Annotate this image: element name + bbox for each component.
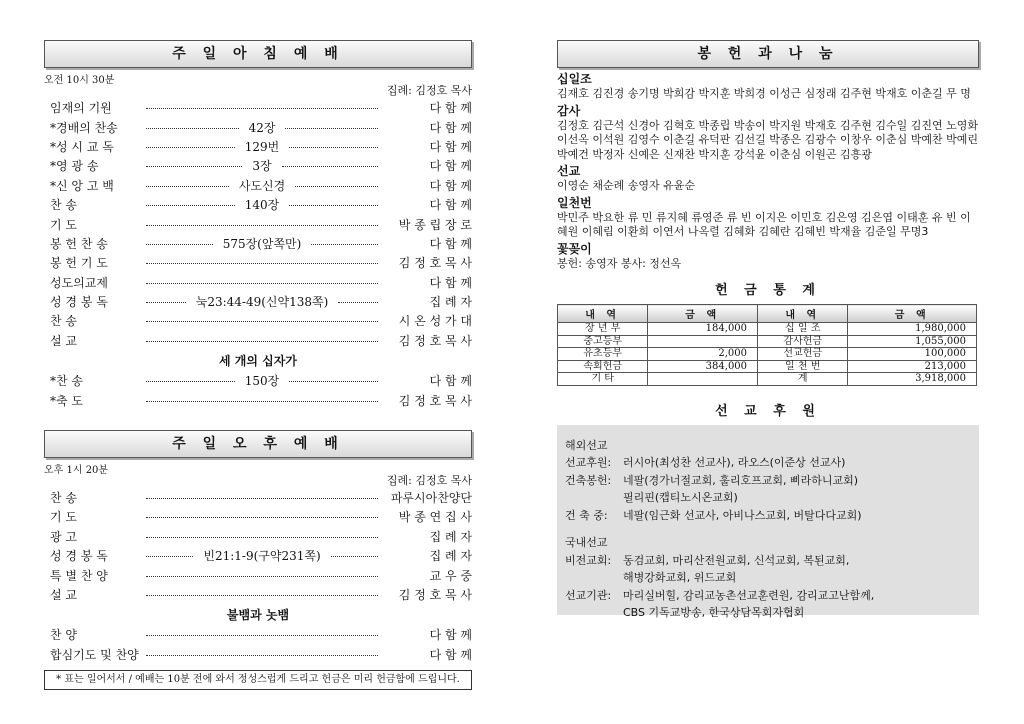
- totals-amount-cell: 100,000: [848, 348, 977, 361]
- order-row: [44, 273, 472, 292]
- overseas-mission-title: 해외선교: [565, 438, 608, 452]
- totals-category-cell: 기 타: [558, 373, 648, 386]
- dot-leader: [146, 166, 242, 167]
- order-leader: 다 함 께: [429, 159, 473, 174]
- mission-recipients: 네팔(임근화 선교사, 아비나스교회, 버탈다다교회): [623, 508, 862, 522]
- dot-leader: [146, 263, 378, 264]
- order-leader: 김 정 호 목 사: [398, 393, 472, 408]
- totals-header-cell: 내 역: [758, 305, 848, 323]
- offering-group-names: 이영순 채순례 송영자 유윤순: [557, 179, 696, 192]
- mission-recipients: 동검교회, 마리산전원교회, 신석교회, 복된교회,: [623, 553, 850, 567]
- totals-category-cell: 선교헌금: [758, 348, 848, 361]
- dot-leader: [146, 244, 213, 245]
- order-label: 성도의교제: [50, 275, 108, 290]
- offering-group-title: 선교: [557, 164, 581, 178]
- mission-row: [565, 569, 971, 587]
- offering-group-title: 일천번: [557, 195, 592, 210]
- order-leader: 다 함 께: [429, 178, 472, 193]
- order-detail: 사도신경: [233, 177, 291, 194]
- dot-leader: [146, 401, 378, 402]
- morning-presider: 집례: 김정호 목사: [386, 84, 472, 97]
- totals-amount-cell: [648, 335, 758, 348]
- mission-row: [565, 454, 971, 472]
- order-label: 설 교: [50, 588, 77, 602]
- morning-time: 오전 10시 30분: [44, 75, 115, 86]
- dot-leader: [282, 166, 378, 167]
- order-leader: 다 함 께: [429, 120, 472, 135]
- totals-header-row: [558, 305, 977, 323]
- order-row: [44, 176, 472, 195]
- dot-leader: [146, 595, 378, 596]
- mission-category: 비전교회:: [565, 553, 612, 567]
- order-leader: 집 례 자: [429, 549, 472, 564]
- mission-category: [565, 489, 623, 507]
- order-leader: 다 함 께: [429, 275, 472, 290]
- order-label: 찬 송: [50, 491, 77, 506]
- mission-row: [565, 489, 971, 507]
- order-label: 기 도: [50, 510, 77, 525]
- order-label: *경배의 찬송: [50, 120, 118, 135]
- order-leader: 다 함 께: [429, 198, 472, 213]
- table-row: [558, 323, 977, 336]
- mission-recipients: 해병강화교회, 위드교회: [623, 571, 737, 584]
- order-label: *신 앙 고 백: [50, 178, 114, 193]
- order-detail: 150장: [239, 372, 286, 389]
- afternoon-closing-list: [44, 625, 472, 664]
- dot-leader: [289, 381, 378, 382]
- domestic-mission-title: 국내선교: [565, 536, 608, 549]
- order-label: 찬 양: [50, 628, 77, 643]
- mission-recipients: CBS 기독교방송, 한국상담목회자협회: [623, 606, 805, 619]
- worship-note: * 표는 일어서서 / 예배는 10분 전에 와서 정성스럽게 드리고 헌금은 미리 헌금함에 드립니다.: [44, 670, 472, 690]
- dot-leader: [146, 147, 235, 148]
- totals-amount-cell: 384,000: [648, 360, 758, 373]
- order-row: [44, 645, 472, 664]
- order-row: [44, 625, 472, 644]
- order-label: 특 별 찬 양: [50, 568, 108, 583]
- order-row: [44, 565, 472, 584]
- mission-recipients: 마리실버힐, 감리교농촌선교훈련원, 감리교고난함께,: [623, 588, 875, 602]
- morning-order-list: [44, 98, 472, 350]
- order-label: *축 도: [50, 393, 83, 408]
- order-leader: 교 우 중: [429, 568, 472, 583]
- mission-row: [565, 587, 971, 605]
- totals-amount-cell: 184,000: [648, 323, 758, 336]
- order-row: [44, 546, 472, 565]
- offering-group-names: 박민주 박요한 류 민 류지혜 류영준 류 빈 이지은 이민호 김은영 김은엽 이태훈 유 빈 이혜원 이혜림 이환희 이연서 나옥렬 김혜화 김혜란 김혜빈 박재율 김준일 무명3: [557, 210, 971, 238]
- order-leader: 김 정 호 목 사: [398, 256, 472, 271]
- order-label: *찬 송: [50, 374, 83, 389]
- order-label: *성 시 교 독: [50, 139, 114, 154]
- order-row: [44, 311, 472, 330]
- order-row: [44, 331, 472, 350]
- dot-leader: [146, 108, 378, 109]
- order-row: [44, 390, 472, 409]
- morning-closing-list: [44, 371, 472, 410]
- totals-amount-cell: 213,000: [848, 360, 977, 373]
- dot-leader: [295, 186, 378, 187]
- dot-leader: [146, 635, 378, 636]
- totals-category-cell: 감사헌금: [758, 335, 848, 348]
- totals-category-cell: 장 년 부: [558, 323, 648, 336]
- order-leader: 다 함 께: [429, 647, 472, 662]
- dot-leader: [146, 283, 378, 284]
- mission-row: [565, 507, 971, 525]
- order-row: [44, 137, 472, 156]
- offering-group-title: 꽃꽂이: [557, 241, 592, 256]
- order-leader: 다 함 께: [429, 236, 473, 251]
- mission-title: 선 교 후 원: [715, 403, 821, 419]
- left-column: [44, 40, 472, 690]
- dot-leader: [146, 128, 239, 129]
- dot-leader: [146, 381, 235, 382]
- totals-category-cell: 유초등부: [558, 348, 648, 361]
- afternoon-presider: 집례: 김정호 목사: [386, 473, 472, 487]
- offering-group-names: 봉헌: 송영자 봉사: 정선옥: [557, 256, 682, 270]
- mission-category: [565, 604, 623, 622]
- totals-category-cell: 일 천 번: [758, 360, 848, 373]
- afternoon-sermon-title: 불뱀과 놋뱀: [226, 608, 290, 623]
- order-label: 광 고: [50, 529, 77, 544]
- order-row: [44, 488, 472, 507]
- dot-leader: [146, 186, 229, 187]
- dot-leader: [311, 244, 378, 245]
- order-leader: 집 례 자: [429, 295, 473, 310]
- order-row: [44, 585, 472, 604]
- order-leader: 집 례 자: [429, 529, 472, 544]
- table-row: [558, 335, 977, 348]
- dot-leader: [146, 225, 378, 226]
- mission-category: 건축봉헌:: [565, 473, 612, 487]
- morning-sermon-title: 세 개의 십자가: [219, 354, 297, 369]
- afternoon-service-header: 주 일 오 후 예 배: [44, 430, 472, 458]
- order-row: [44, 214, 472, 233]
- order-row: [44, 98, 472, 117]
- dot-leader: [146, 655, 378, 656]
- order-leader: 다 함 께: [429, 139, 472, 154]
- order-leader: 다 함 께: [429, 101, 472, 116]
- order-label: 기 도: [50, 217, 77, 232]
- offering-totals-table: [557, 304, 977, 386]
- offering-header: 봉 헌 과 나 눔: [557, 40, 979, 68]
- mission-row: [565, 472, 971, 490]
- order-label: 성 경 봉 독: [50, 549, 108, 564]
- mission-recipients: 필리핀(캡티노시온교회): [623, 491, 738, 504]
- totals-category-cell: 계: [758, 373, 848, 386]
- offering-groups: [557, 72, 979, 271]
- order-label: 합심기도 및 찬양: [50, 647, 139, 662]
- order-leader: 다 함 께: [429, 374, 472, 389]
- order-row: [44, 156, 472, 175]
- dot-leader: [146, 576, 378, 577]
- totals-amount-cell: 1,980,000: [848, 323, 977, 336]
- offering-group-title: 감사: [557, 103, 581, 118]
- afternoon-order-list: [44, 488, 472, 604]
- dot-leader: [338, 302, 378, 303]
- mission-category: 선교후원:: [565, 456, 612, 469]
- table-row: [558, 373, 977, 386]
- order-label: 성 경 봉 독: [50, 295, 108, 310]
- order-leader: 파루시아찬양단: [390, 491, 472, 506]
- totals-header-cell: 금 액: [648, 305, 758, 323]
- mission-support-box: [557, 425, 979, 619]
- totals-header-cell: 내 역: [558, 305, 648, 323]
- totals-category-cell: 십 일 조: [758, 323, 848, 336]
- table-row: [558, 360, 977, 373]
- afternoon-time: 오후 1시 20분: [44, 464, 109, 476]
- table-row: [558, 348, 977, 361]
- totals-amount-cell: [648, 373, 758, 386]
- order-detail: 42장: [243, 119, 282, 136]
- order-row: [44, 371, 472, 390]
- dot-leader: [146, 517, 378, 518]
- domestic-mission-list: [565, 552, 971, 622]
- order-row: [44, 234, 472, 253]
- overseas-mission-list: [565, 454, 971, 524]
- morning-service-header: 주 일 아 침 예 배: [44, 40, 472, 68]
- order-label: 임재의 기원: [50, 101, 112, 116]
- order-row: [44, 117, 472, 136]
- offering-group-title: 십일조: [557, 72, 592, 86]
- order-detail: 빈21:1-9(구약231쪽): [197, 547, 326, 564]
- offering-group-names: 김정호 김근석 신경아 김혁호 박종립 박송이 박지원 박재호 김주현 김수일 김진연 노영화 이선옥 이석원 김영수 이춘길 유덕판 김선길 박종은 김광수 이창우 이춘심 박예찬 박예린 박예건 박정자 신예은 신재찬 박지훈 강석윤 이춘심 이원곤 김흥광: [557, 118, 978, 161]
- dot-leader: [146, 341, 378, 342]
- order-detail: 3장: [246, 157, 277, 174]
- order-row: [44, 507, 472, 526]
- totals-title: 헌 금 통 계: [715, 283, 821, 298]
- dot-leader: [146, 498, 378, 499]
- offering-group-names: 김재호 김진경 송기명 박희감 박지훈 박희경 이성근 심정래 김주현 박재호 이춘길 무 명: [557, 87, 971, 100]
- totals-amount-cell: 1,055,000: [848, 335, 977, 348]
- totals-category-cell: 속회헌금: [558, 360, 648, 373]
- mission-recipients: 러시아(최성찬 선교사), 라오스(이준상 선교사): [623, 456, 846, 469]
- mission-category: 선교기관:: [565, 588, 612, 602]
- mission-row: [565, 604, 971, 622]
- order-leader: 김 정 호 목 사: [398, 588, 472, 602]
- order-row: [44, 195, 472, 214]
- dot-leader: [331, 556, 378, 557]
- dot-leader: [146, 321, 378, 322]
- dot-leader: [146, 556, 193, 557]
- mission-category: [565, 569, 623, 587]
- order-leader: 박 종 연 집 사: [398, 510, 472, 525]
- order-detail: 눅23:44-49(신약138쪽): [190, 293, 335, 310]
- order-row: [44, 292, 472, 311]
- order-detail: 129번: [239, 138, 286, 155]
- order-label: *영 광 송: [50, 159, 99, 174]
- dot-leader: [289, 147, 378, 148]
- order-label: 봉 헌 찬 송: [50, 236, 108, 251]
- totals-amount-cell: 3,918,000: [848, 373, 977, 386]
- order-leader: 박 종 립 장 로: [398, 217, 472, 232]
- order-leader: 시 온 성 가 대: [398, 314, 472, 329]
- order-leader: 다 함 께: [429, 628, 472, 643]
- order-label: 찬 송: [50, 198, 77, 213]
- mission-category: 건 축 중:: [565, 508, 608, 522]
- totals-header-cell: 금 액: [848, 305, 977, 323]
- totals-category-cell: 중고등부: [558, 335, 648, 348]
- mission-row: [565, 552, 971, 570]
- order-leader: 김 정 호 목 사: [398, 333, 472, 348]
- dot-leader: [289, 205, 378, 206]
- order-label: 봉 헌 기 도: [50, 256, 108, 271]
- order-row: [44, 527, 472, 546]
- dot-leader: [146, 302, 186, 303]
- dot-leader: [146, 205, 235, 206]
- order-detail: 140장: [239, 196, 286, 213]
- right-column: [557, 40, 979, 619]
- mission-recipients: 네팔(경가너절교회, 훌리호프교회, 삐라하니교회): [623, 473, 859, 487]
- dot-leader: [285, 128, 378, 129]
- order-label: 찬 송: [50, 314, 77, 329]
- order-detail: 575장(앞쪽만): [217, 235, 308, 252]
- totals-amount-cell: 2,000: [648, 348, 758, 361]
- order-row: [44, 253, 472, 272]
- dot-leader: [146, 537, 378, 538]
- order-label: 설 교: [50, 333, 77, 348]
